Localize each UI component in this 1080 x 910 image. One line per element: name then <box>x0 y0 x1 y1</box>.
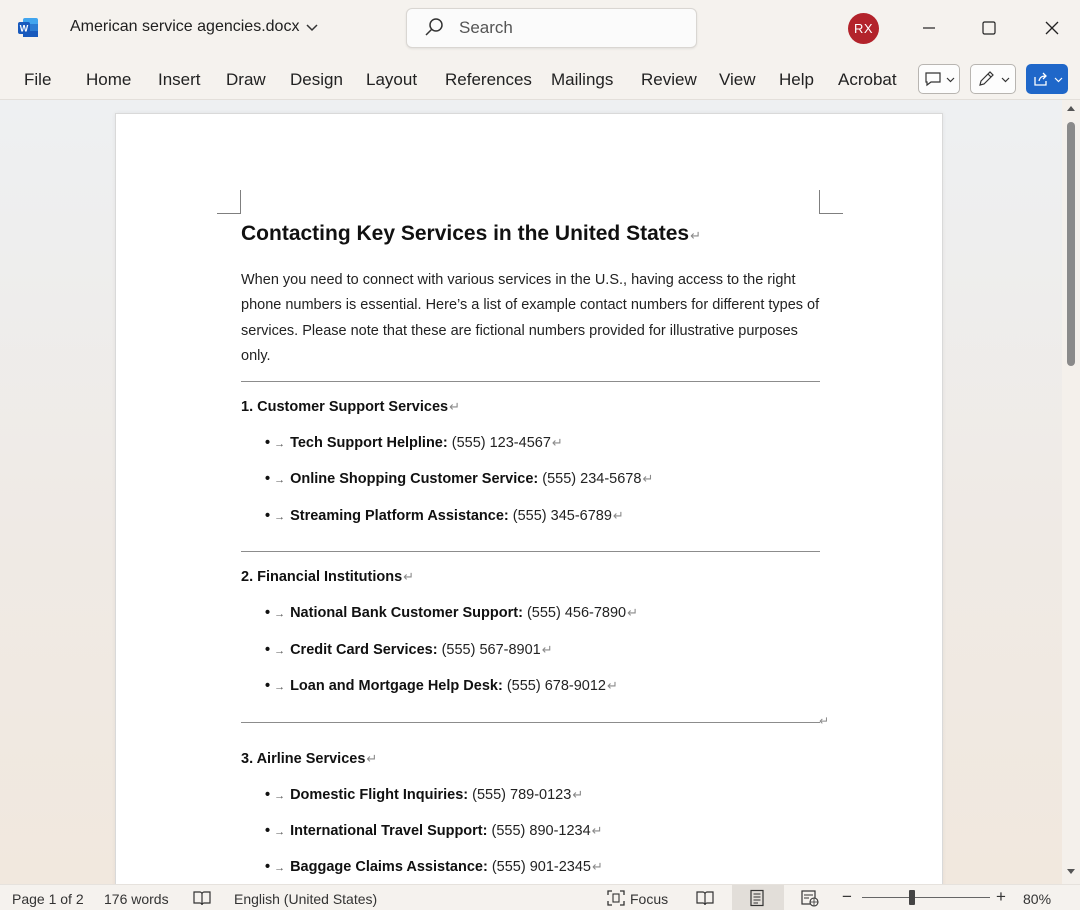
bullet: • <box>265 787 271 803</box>
item-label: Loan and Mortgage Help Desk: <box>290 678 503 694</box>
word-count[interactable]: 176 words <box>104 891 169 907</box>
editing-mode-button[interactable] <box>970 64 1016 94</box>
pen-icon <box>977 70 997 88</box>
vertical-scrollbar[interactable] <box>1062 100 1080 884</box>
document-title-text: American service agencies.docx <box>70 18 300 35</box>
tab-file[interactable]: File <box>24 70 52 89</box>
bullet: • <box>265 435 271 451</box>
status-bar <box>0 884 1080 910</box>
chevron-down-icon <box>305 20 319 34</box>
paragraph-mark: ↵ <box>366 751 378 766</box>
horizontal-rule <box>241 722 820 723</box>
print-layout-icon <box>748 889 766 907</box>
item-label: International Travel Support: <box>290 823 488 839</box>
list-item[interactable] <box>265 859 603 875</box>
margin-marker <box>819 190 843 214</box>
item-phone: (555) 678-9012 <box>506 678 606 694</box>
horizontal-rule <box>241 551 820 552</box>
list-item[interactable] <box>265 823 603 839</box>
zoom-slider-thumb[interactable] <box>909 890 915 905</box>
bullet: • <box>265 823 271 839</box>
paragraph-mark: ↵ <box>572 787 584 802</box>
maximize-button[interactable] <box>972 12 1006 44</box>
item-label: Online Shopping Customer Service: <box>290 471 539 487</box>
item-label: Tech Support Helpline: <box>290 435 448 451</box>
document-title[interactable] <box>70 18 319 36</box>
item-phone: (555) 890-1234 <box>491 823 591 839</box>
section-title: 2. Financial Institutions <box>241 569 403 585</box>
page-count[interactable]: Page 1 of 2 <box>12 891 84 907</box>
tab-arrow-icon: → <box>274 608 286 620</box>
section-heading[interactable] <box>241 751 377 767</box>
focus-mode-button[interactable]: Focus <box>630 891 669 907</box>
word-logo-icon <box>18 17 39 38</box>
horizontal-rule <box>241 381 820 382</box>
tab-arrow-icon: → <box>274 826 286 838</box>
scroll-down-icon[interactable] <box>1066 868 1076 876</box>
tab-arrow-icon: → <box>274 862 286 874</box>
item-label: Domestic Flight Inquiries: <box>290 787 469 803</box>
print-layout-button[interactable] <box>732 885 784 910</box>
web-layout-icon[interactable] <box>800 889 820 907</box>
tab-acrobat[interactable]: Acrobat <box>838 70 897 89</box>
tab-help[interactable]: Help <box>779 70 814 89</box>
list-item[interactable] <box>265 605 638 621</box>
list-item[interactable] <box>265 471 653 487</box>
paragraph-mark: ↵ <box>606 678 618 693</box>
tab-mailings[interactable]: Mailings <box>551 70 614 89</box>
tab-arrow-icon: → <box>274 438 286 450</box>
tab-arrow-icon: → <box>274 511 286 523</box>
item-phone: (555) 234-5678 <box>542 471 642 487</box>
chevron-down-icon <box>946 75 955 84</box>
tab-insert[interactable]: Insert <box>158 70 201 89</box>
scrollbar-thumb[interactable] <box>1067 122 1075 366</box>
paragraph-mark: ↵ <box>551 435 563 450</box>
list-item[interactable] <box>265 787 583 803</box>
zoom-out-button[interactable]: − <box>842 887 852 906</box>
tab-home[interactable]: Home <box>86 70 132 89</box>
section-heading[interactable] <box>241 569 414 585</box>
document-heading[interactable] <box>241 222 701 246</box>
item-phone: (555) 123-4567 <box>451 435 551 451</box>
proofing-book-icon[interactable] <box>192 890 212 907</box>
read-mode-icon[interactable] <box>695 889 715 907</box>
chevron-down-icon <box>1001 75 1010 84</box>
avatar[interactable]: RX <box>848 13 879 44</box>
item-label: Streaming Platform Assistance: <box>290 508 509 524</box>
search-icon <box>423 17 445 39</box>
share-button[interactable] <box>1026 64 1068 94</box>
paragraph-mark: ↵ <box>591 823 603 838</box>
bullet: • <box>265 471 271 487</box>
margin-marker <box>217 190 241 214</box>
paragraph-mark: ↵ <box>612 508 624 523</box>
language-status[interactable]: English (United States) <box>234 891 378 907</box>
item-phone: (555) 567-8901 <box>441 642 541 658</box>
paragraph-mark: ↵ <box>627 605 639 620</box>
tab-arrow-icon: → <box>274 645 286 657</box>
search-box[interactable] <box>406 8 697 48</box>
heading-text: Contacting Key Services in the United States <box>241 222 690 245</box>
tab-draw[interactable]: Draw <box>226 70 266 89</box>
close-button[interactable] <box>1035 12 1069 44</box>
list-item[interactable] <box>265 508 624 524</box>
zoom-level[interactable]: 80% <box>1023 891 1052 907</box>
tab-view[interactable]: View <box>719 70 756 89</box>
list-item[interactable] <box>265 678 618 694</box>
scroll-up-icon[interactable] <box>1066 104 1076 112</box>
tab-design[interactable]: Design <box>290 70 343 89</box>
tab-arrow-icon: → <box>274 790 286 802</box>
ribbon-tabs <box>0 58 1080 100</box>
document-canvas[interactable] <box>0 100 1062 884</box>
list-item[interactable] <box>265 435 563 451</box>
paragraph-mark: ↵ <box>541 642 553 657</box>
title-bar <box>0 0 1080 58</box>
paragraph-mark: ↵ <box>592 859 603 874</box>
section-title: 1. Customer Support Services <box>241 399 449 415</box>
section-title: 3. Airline Services <box>241 751 366 767</box>
item-phone: (555) 345-6789 <box>512 508 612 524</box>
tab-arrow-icon: → <box>274 474 286 486</box>
maximize-icon <box>981 20 997 36</box>
bullet: • <box>265 859 271 875</box>
bullet: • <box>265 678 271 694</box>
bullet: • <box>265 642 271 658</box>
tab-references[interactable]: References <box>445 70 532 89</box>
paragraph-mark: ↵ <box>690 228 702 243</box>
zoom-in-button[interactable]: + <box>996 887 1006 906</box>
bullet: • <box>265 605 271 621</box>
comment-icon <box>924 71 942 87</box>
item-phone: (555) 789-0123 <box>472 787 572 803</box>
chevron-down-icon <box>1054 75 1063 84</box>
tab-arrow-icon: → <box>274 681 286 693</box>
close-icon <box>1044 20 1060 36</box>
tab-layout[interactable]: Layout <box>366 70 418 89</box>
zoom-slider-track[interactable] <box>862 897 990 898</box>
item-phone: (555) 456-7890 <box>526 605 627 621</box>
minimize-icon <box>921 20 937 36</box>
paragraph-mark: ↵ <box>403 569 415 584</box>
bullet: • <box>265 508 271 524</box>
intro-paragraph[interactable]: When you need to connect with various services in the U.S., having access to the right phone numbers is essential. Here’s a list of example contact numbers for different types of services. Please note that these are fictional numbers provided for illustrative purposes only. <box>241 272 820 364</box>
paragraph-mark: ↵ <box>642 471 654 486</box>
item-label: National Bank Customer Support: <box>290 605 523 621</box>
list-item[interactable] <box>265 642 553 658</box>
minimize-button[interactable] <box>912 12 946 44</box>
focus-icon[interactable] <box>606 889 626 907</box>
item-label: Baggage Claims Assistance: <box>290 859 488 875</box>
paragraph-mark: ↵ <box>819 714 830 728</box>
document-page[interactable] <box>115 113 943 884</box>
item-label: Credit Card Services: <box>290 642 438 658</box>
section-heading[interactable] <box>241 399 460 415</box>
search-input[interactable] <box>459 18 659 38</box>
tab-review[interactable]: Review <box>641 70 697 89</box>
paragraph-mark: ↵ <box>449 399 460 414</box>
comments-button[interactable] <box>918 64 960 94</box>
svg-text:W: W <box>19 23 29 34</box>
item-phone: (555) 901-2345 <box>491 859 591 875</box>
share-icon <box>1032 71 1050 87</box>
